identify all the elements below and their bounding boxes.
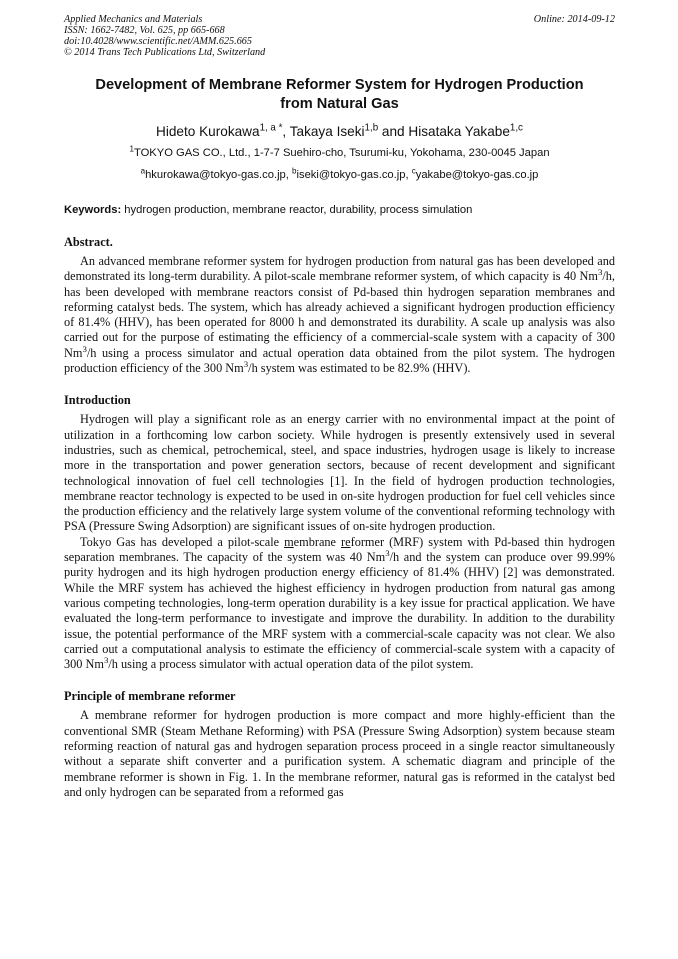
principle-heading: Principle of membrane reformer bbox=[64, 689, 236, 704]
doi: doi:10.4028/www.scientific.net/AMM.625.665 bbox=[64, 36, 252, 47]
online-date: Online: 2014-09-12 bbox=[533, 14, 615, 25]
email-a-marker: a bbox=[140, 166, 146, 176]
email-link-c[interactable]: yakabe@tokyo-gas.co.jp bbox=[415, 169, 539, 181]
abstract-text: /h system was estimated to be 82.9% (HHV). bbox=[248, 361, 471, 376]
author-3-affil: 1,c bbox=[509, 122, 523, 134]
author-sep: and bbox=[378, 124, 409, 139]
body-text: embrane bbox=[293, 534, 342, 549]
affiliation-text: TOKYO GAS CO., Ltd., 1-7-7 Suehiro-cho, Tsurumi-ku, Yokohama, 230-0045 Japan bbox=[133, 147, 550, 159]
author-2: Takaya Iseki bbox=[289, 124, 365, 139]
abstract-heading: Abstract. bbox=[64, 235, 113, 249]
keywords bbox=[64, 203, 615, 217]
paper-page bbox=[64, 14, 615, 800]
author-list bbox=[64, 123, 615, 141]
email-b-marker: b bbox=[292, 166, 297, 176]
email-c-marker: c bbox=[411, 166, 416, 176]
author-1: Hideto Kurokawa bbox=[156, 124, 260, 139]
author-sep: , bbox=[282, 124, 290, 139]
abstract-text: /h using a process simulator and actual operation data obtained from the pilot system. The hydrogen production efficiency of the 300 Nm bbox=[64, 345, 615, 376]
superscript: 3 bbox=[243, 358, 249, 369]
author-2-affil: 1,b bbox=[364, 122, 379, 134]
title-line-1: Development of Membrane Reformer System for Hydrogen Production bbox=[95, 77, 584, 93]
keywords-label: Keywords: bbox=[64, 204, 122, 216]
email-link-a[interactable]: hkurokawa@tokyo-gas.co.jp, bbox=[145, 169, 292, 181]
author-3: Hisataka Yakabe bbox=[408, 124, 510, 139]
body-text: former (MRF) system with Pd-based thin hydrogen separation membranes. The capacity of the system was 40 Nm bbox=[64, 534, 616, 565]
copyright: © 2014 Trans Tech Publications Ltd, Switzerland bbox=[64, 47, 266, 58]
introduction-paragraph-1: Hydrogen will play a significant role as an energy carrier with no environmental impact at the point of utilization in a forthcoming low carbon society. While hydrogen is presently extensively used in several industries, such as chemical, petrochemical, steel, and space industries, hydrogen usage is likely to increase more in the transportation and power generation sectors, because of recent development and significant technological innovation of fuel cell technologies [1]. In the field of hydrogen production technologies, membrane reactor technology is expected to be used in on-site hydrogen production for fuel cell vehicles since the production efficiency and the relatively large system volume of the conventional reforming technology with PSA (Pressure Swing Adsorption) are significant issues of on-site hydrogen production. bbox=[64, 412, 615, 534]
email-link-b[interactable]: iseki@tokyo-gas.co.jp, bbox=[296, 169, 412, 181]
introduction-heading: Introduction bbox=[64, 393, 131, 408]
body-text: /h and the system can produce over 99.99% purity hydrogen and its high hydrogen production energy efficiency of 81.4% (HHV) [2] was demonstrated. While the MRF system has achieved the highest efficiency in hydrogen production from natural gas among various competing technologies, long-term operation durability is a key issue for practical application. We have evaluated the long-term performance to investigate and improve the durability. In addition to the durability issue, the potential performance of the MRF system with a commercial-scale capacity was not clear. We also carried out a computational analysis to estimate the efficiency of commercial-scale system with a capacity of 300 Nm bbox=[64, 550, 616, 672]
affiliation bbox=[64, 146, 615, 160]
abstract-paragraph bbox=[64, 254, 615, 376]
journal-name: Applied Mechanics and Materials bbox=[64, 14, 203, 25]
superscript: 3 bbox=[82, 343, 87, 354]
paper-title bbox=[64, 76, 615, 114]
superscript: 3 bbox=[597, 267, 603, 278]
author-1-affil: 1, a * bbox=[259, 122, 283, 134]
body-text: /h using a process simulator with actual operation data of the pilot system. bbox=[108, 657, 474, 672]
email-list bbox=[64, 168, 615, 182]
abstract-text: An advanced membrane reformer system for hydrogen production from natural gas has been developed and demonstrated its long-term durability. A pilot-scale membrane reformer system, of which capacity is 40 Nm bbox=[64, 254, 615, 284]
title-line-2: from Natural Gas bbox=[280, 96, 399, 112]
principle-paragraph-1: A membrane reformer for hydrogen production is more compact and more highly-efficient than the conventional SMR (Steam Methane Reforming) with PSA (Pressure Swing Adsorption) system because steam reforming reaction of natural gas and hydrogen separation process proceed in a single reactor simultaneously without a separate shift converter and a purification system. A schematic diagram and principle of the membrane reformer is shown in Fig. 1. In the membrane reformer, natural gas is reformed in the catalyst bed and only hydrogen can be separated from a reformed gas bbox=[64, 708, 615, 799]
introduction-paragraph-2 bbox=[64, 535, 615, 673]
superscript: 3 bbox=[103, 655, 109, 666]
abstract-text: /h, has been developed with membrane reactors consist of Pd-based thin hydrogen separation membranes and reforming catalyst beds. The system, which has already achieved a significant hydrogen production efficiency of 81.4% (HHV), has been operated for 8000 h and demonstrated its durability. A scale up analysis was also carried out for the purpose of estimating the efficiency of a commercial-scale system with a capacity of 300 Nm bbox=[64, 269, 615, 360]
issn: ISSN: 1662-7482, Vol. 625, pp 665-668 bbox=[64, 25, 225, 36]
underlined-letter: m bbox=[284, 534, 294, 549]
journal-info bbox=[64, 14, 265, 58]
underlined-letter: re bbox=[341, 534, 351, 549]
affiliation-number: 1 bbox=[129, 144, 134, 154]
body-text: Tokyo Gas has developed a pilot-scale bbox=[80, 534, 285, 549]
journal-header bbox=[64, 14, 615, 58]
keywords-text: hydrogen production, membrane reactor, durability, process simulation bbox=[121, 204, 473, 216]
superscript: 3 bbox=[385, 547, 390, 558]
